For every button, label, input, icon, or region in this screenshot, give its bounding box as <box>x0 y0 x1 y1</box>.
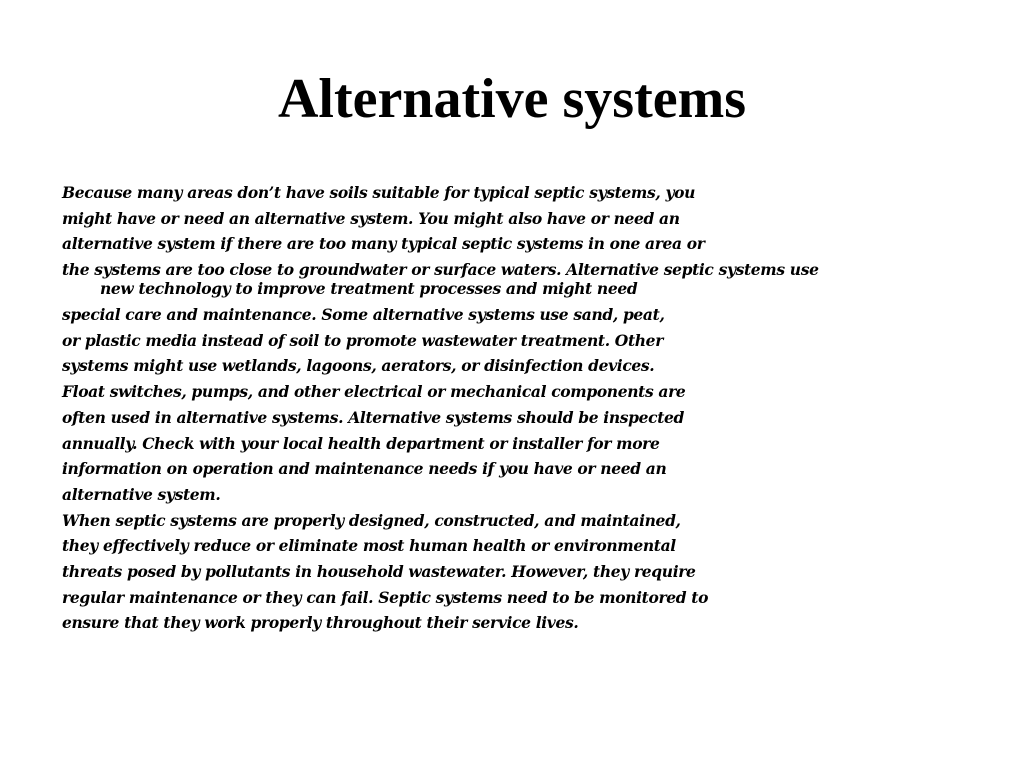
body-line: special care and maintenance. Some alternative systems use sand, peat, <box>62 305 665 325</box>
body-line: regular maintenance or they can fail. Septic systems need to be monitored to <box>62 587 709 607</box>
body-line: threats posed by pollutants in household wastewater. However, they require <box>62 561 696 581</box>
body-line: alternative system if there are too many typical septic systems in one area or <box>62 234 705 254</box>
body-line: often used in alternative systems. Alternative systems should be inspected <box>62 407 685 427</box>
body-line: When septic systems are properly designed, constructed, and maintained, <box>62 510 681 530</box>
body-line: ensure that they work properly throughout their service lives. <box>62 613 579 633</box>
body-line: the systems are too close to groundwater or surface waters. Alternative septic systems use <box>62 260 819 280</box>
body-line: systems might use wetlands, lagoons, aerators, or disinfection devices. <box>62 356 655 376</box>
body-line: they effectively reduce or eliminate most human health or environmental <box>62 536 676 556</box>
body-line-continuation: new technology to improve treatment processes and might need <box>100 279 638 299</box>
slide-title: Alternative systems <box>277 68 747 130</box>
body-line: alternative system. <box>62 484 221 504</box>
body-line: Float switches, pumps, and other electrical or mechanical components are <box>62 382 686 402</box>
body-line: might have or need an alternative system. You might also have or need an <box>62 208 680 228</box>
body-line: annually. Check with your local health department or installer for more <box>62 433 660 453</box>
body-line: Because many areas don’t have soils suitable for typical septic systems, you <box>62 183 696 202</box>
body-line: information on operation and maintenance needs if you have or need an <box>62 459 667 479</box>
body-line: or plastic media instead of soil to promote wastewater treatment. Other <box>62 330 664 350</box>
slide-body <box>62 182 1002 638</box>
